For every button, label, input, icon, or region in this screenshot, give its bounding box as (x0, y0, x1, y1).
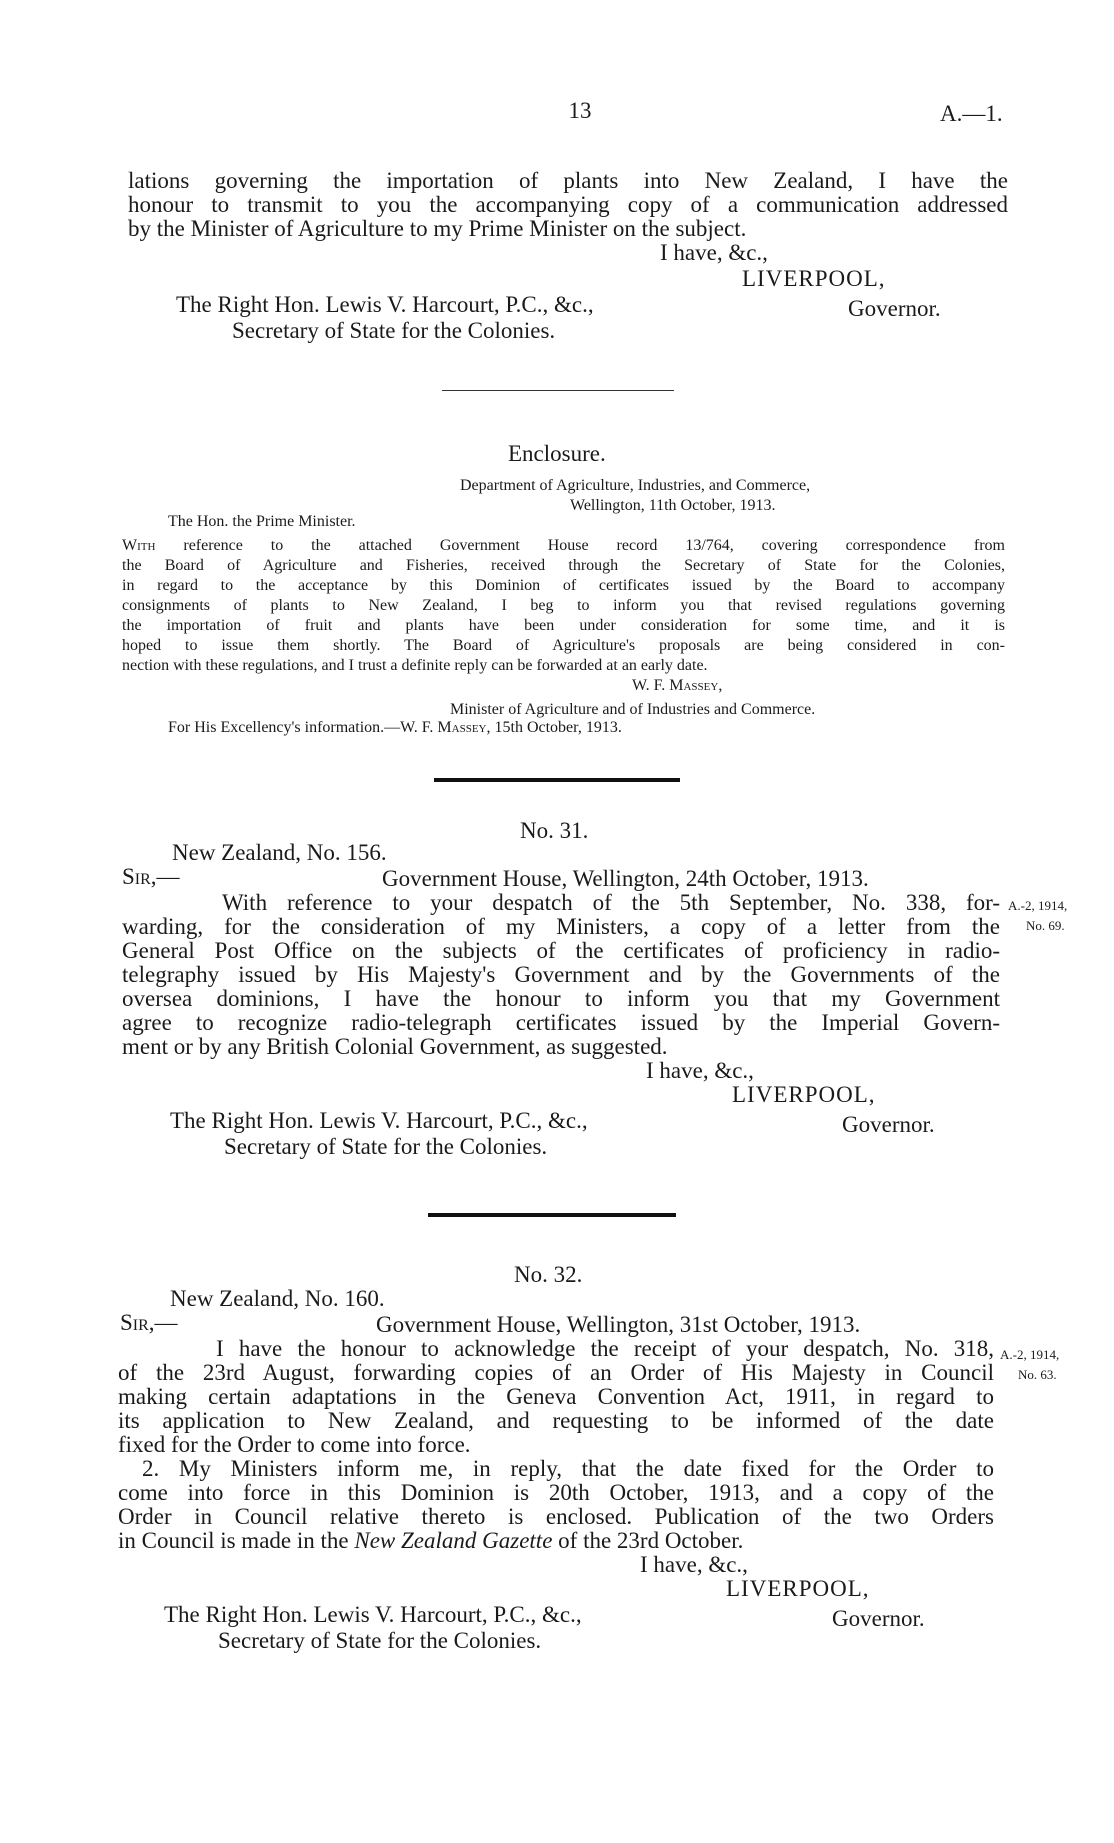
recipient-title: Secretary of State for the Colonies. (232, 318, 556, 343)
closing: I have, &c., (640, 1552, 748, 1577)
page-number: 13 (568, 98, 592, 123)
signer-title: Governor. (848, 296, 941, 321)
body-line: ment or by any British Colonial Government, as suggested. (122, 1034, 668, 1059)
enclosure-body-line: the importation of fruit and plants have been under consideration for some time, and it is (122, 617, 1005, 634)
salutation: Sir,— (120, 1310, 178, 1335)
body-line: in Council is made in the New Zealand Gazette of the 23rd October. (118, 1528, 744, 1553)
recipient-name: The Right Hon. Lewis V. Harcourt, P.C., &c., (176, 292, 594, 317)
body-line: telegraphy issued by His Majesty's Government and by the Governments of the (122, 962, 1000, 987)
despatch-number: No. 31. (520, 818, 589, 843)
body-line: With reference to your despatch of the 5th September, No. 338, for- (222, 890, 1000, 915)
body-line: 2. My Ministers inform me, in reply, that the date fixed for the Order to (142, 1456, 994, 1481)
enclosure-addressee: The Hon. the Prime Minister. (168, 513, 356, 530)
enclosure-body-line: in regard to the acceptance by this Dominion of certificates issued by the Board to accompany (122, 577, 1005, 594)
enclosure-body-line: With reference to the attached Government House record 13/764, covering correspondence from (122, 537, 1005, 554)
body-line: come into force in this Dominion is 20th October, 1913, and a copy of the (118, 1480, 994, 1505)
recipient-name: The Right Hon. Lewis V. Harcourt, P.C., &c., (170, 1108, 588, 1133)
salutation: Sir,— (122, 864, 180, 889)
body-line: General Post Office on the subjects of the certificates of proficiency in radio- (122, 938, 1000, 963)
enclosure-heading: Enclosure. (508, 441, 606, 466)
enclosure-note: For His Excellency's information.—W. F. Massey, 15th October, 1913. (168, 719, 622, 736)
body-line: fixed for the Order to come into force. (118, 1432, 471, 1457)
enclosure-first-word: With (122, 537, 156, 554)
enclosure-place-date: Wellington, 11th October, 1913. (570, 497, 776, 514)
gazette-title: New Zealand Gazette (354, 1528, 553, 1553)
despatch-number: No. 32. (514, 1262, 583, 1287)
place-date: Government House, Wellington, 31st October, 1913. (376, 1312, 861, 1337)
closing: I have, &c., (646, 1058, 754, 1083)
body-line: its application to New Zealand, and requesting to be informed of the date (118, 1408, 994, 1433)
document-reference: A.—1. (940, 101, 1003, 126)
body-line: warding, for the consideration of my Ministers, a copy of a letter from the (122, 914, 1000, 939)
intro-line: by the Minister of Agriculture to my Prime Minister on the subject. (128, 216, 747, 241)
signer-name: LIVERPOOL, (726, 1576, 870, 1601)
body-line: oversea dominions, I have the honour to inform you that my Government (122, 986, 1000, 1011)
intro-line: lations governing the importation of plants into New Zealand, I have the (128, 168, 1008, 193)
closing: I have, &c., (660, 240, 768, 265)
enclosure-body-line: consignments of plants to New Zealand, I beg to inform you that revised regulations governing (122, 597, 1005, 614)
margin-reference: A.-2, 1914, (1000, 1347, 1060, 1362)
recipient-title: Secretary of State for the Colonies. (218, 1628, 542, 1653)
enclosure-signature-title: Minister of Agriculture and of Industries and Commerce. (450, 701, 816, 718)
intro-line: honour to transmit to you the accompanying copy of a communication addressed (128, 192, 1008, 217)
enclosure-body-line: hoped to issue them shortly. The Board of Agriculture's proposals are being considered in con- (122, 637, 1005, 654)
place-date: Government House, Wellington, 24th October, 1913. (382, 866, 869, 891)
margin-reference: No. 63. (1018, 1367, 1057, 1382)
body-line: I have the honour to acknowledge the receipt of your despatch, No. 318, (216, 1336, 994, 1361)
signer-title: Governor. (842, 1112, 935, 1137)
enclosure-signature: W. F. Massey, (632, 677, 723, 694)
despatch-reference: New Zealand, No. 156. (172, 840, 387, 865)
enclosure-body-line: the Board of Agriculture and Fisheries, received through the Secretary of State for the Colonies, (122, 557, 1005, 574)
body-line: Order in Council relative thereto is enclosed. Publication of the two Orders (118, 1504, 994, 1529)
section-divider (442, 390, 674, 391)
recipient-title: Secretary of State for the Colonies. (224, 1134, 548, 1159)
section-divider (434, 778, 680, 782)
margin-reference: A.-2, 1914, (1008, 898, 1068, 913)
section-divider (428, 1213, 676, 1217)
body-line: agree to recognize radio-telegraph certificates issued by the Imperial Govern- (122, 1010, 1000, 1035)
body-line: of the 23rd August, forwarding copies of an Order of His Majesty in Council (118, 1360, 994, 1385)
enclosure-department: Department of Agriculture, Industries, and Commerce, (460, 477, 811, 494)
enclosure-body-line: nection with these regulations, and I trust a definite reply can be forwarded at an early date. (122, 657, 708, 674)
recipient-name: The Right Hon. Lewis V. Harcourt, P.C., &c., (164, 1602, 582, 1627)
body-line: making certain adaptations in the Geneva Convention Act, 1911, in regard to (118, 1384, 994, 1409)
signer-name: LIVERPOOL, (732, 1082, 876, 1107)
signer-title: Governor. (832, 1606, 925, 1631)
margin-reference: No. 69. (1026, 918, 1065, 933)
signer-name: LIVERPOOL, (742, 266, 886, 291)
despatch-reference: New Zealand, No. 160. (170, 1286, 385, 1311)
